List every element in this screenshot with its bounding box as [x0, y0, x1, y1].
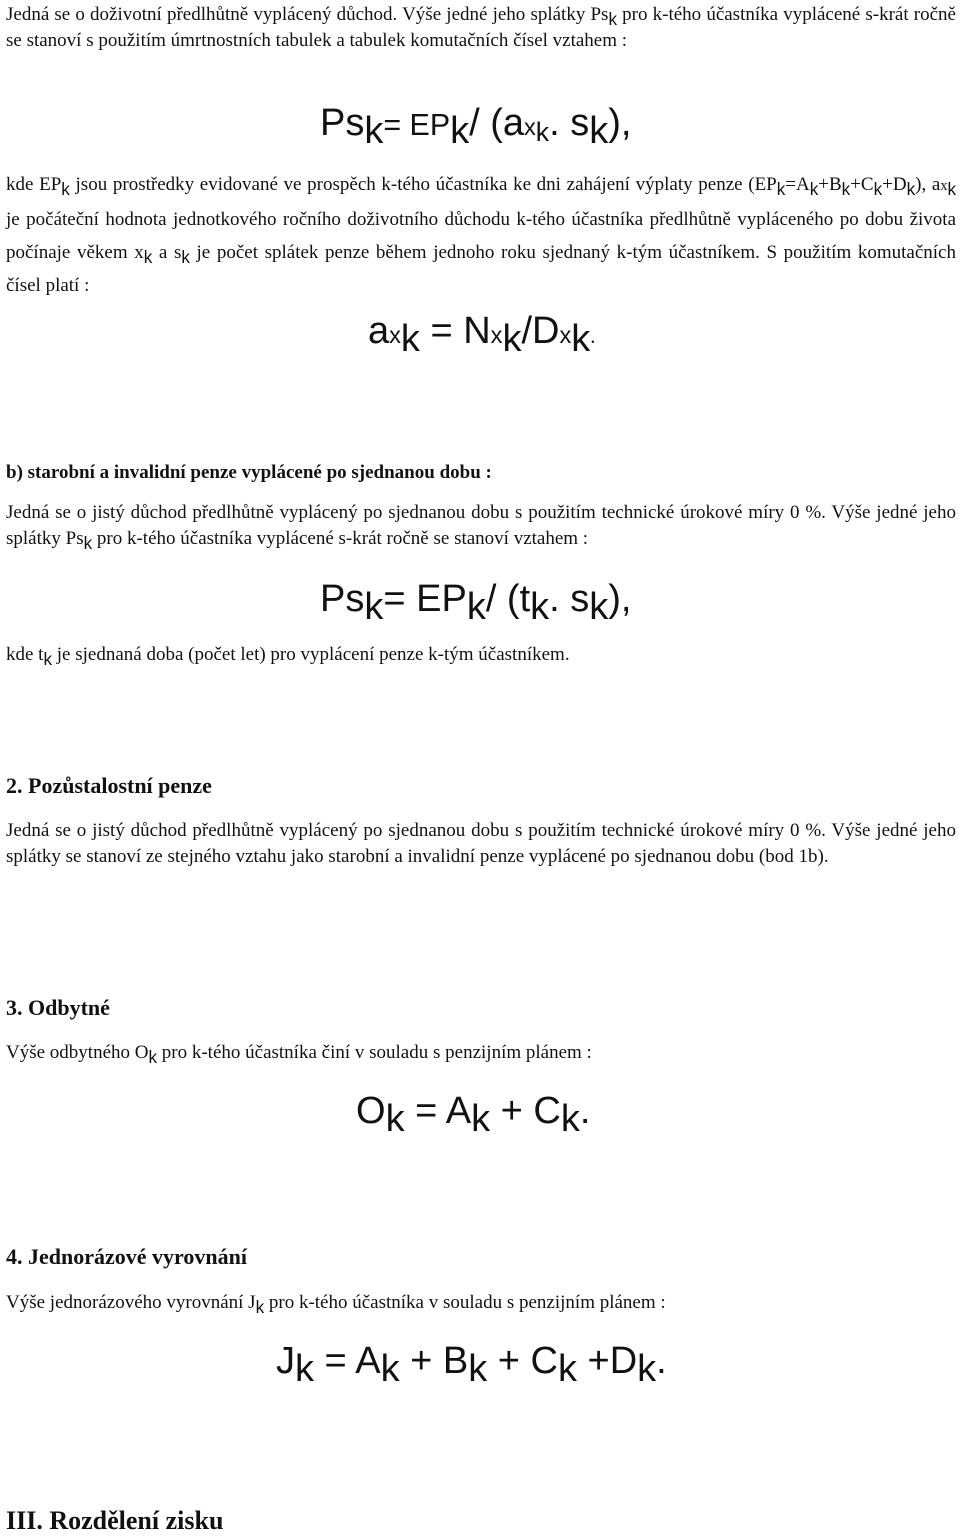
text: a s: [152, 242, 182, 263]
section-heading-iii: III. Rozdělení zisku: [6, 1506, 224, 1535]
formula-term: . s: [549, 578, 590, 620]
formula-term: / (t: [485, 578, 531, 620]
text: +D: [882, 174, 907, 195]
section-4-paragraph: [6, 1290, 956, 1316]
formula-term: = A: [314, 1340, 381, 1382]
subscript: k: [530, 586, 550, 629]
subscript: k: [906, 180, 916, 200]
subscript: k: [535, 116, 550, 147]
formula-term: = N: [419, 310, 491, 352]
formula-term: x: [524, 114, 536, 140]
formula-term: = EP: [383, 108, 451, 142]
subscript: k: [589, 110, 609, 153]
formula-ps-term: [320, 576, 632, 629]
formula-term: ),: [608, 578, 632, 620]
text: =A: [785, 174, 810, 195]
formula-term: Ps: [320, 102, 365, 144]
subscript: k: [471, 1098, 491, 1141]
subscript: k: [380, 1348, 400, 1391]
subscript: k: [181, 248, 190, 268]
intro-paragraph: [6, 2, 956, 54]
subscript: k: [148, 1048, 158, 1068]
subscript: k: [571, 318, 591, 361]
formula-term: x: [490, 322, 503, 348]
text: ), a: [915, 174, 941, 195]
section-heading-4: 4. Jednorázové vyrovnání: [6, 1244, 247, 1269]
section-heading-3: 3. Odbytné: [6, 995, 110, 1020]
section-3-paragraph: [6, 1040, 956, 1066]
formula-ps-annuity: [320, 100, 632, 153]
text: +B: [818, 174, 842, 195]
text: Jedná se o jistý důchod předlhůtně vyplácený po sjednanou dobu s použitím technické úrokové míry 0 %. Výše jedné jeho splátky Ps: [6, 502, 956, 549]
text: pro k-tého účastníka vyplácené s-krát ročně se stanoví vztahem :: [92, 528, 589, 549]
formula-term: / (a: [469, 102, 524, 144]
formula-term: = EP: [383, 578, 467, 620]
formula-term: .: [656, 1340, 667, 1382]
formula-term: = A: [404, 1090, 472, 1132]
formula-term: O: [356, 1090, 386, 1132]
subscript: k: [560, 1098, 580, 1141]
subscript: k: [589, 586, 609, 629]
formula-jednorazove: [276, 1338, 667, 1391]
definition-term-paragraph: [6, 642, 956, 668]
text: x: [940, 178, 948, 194]
subscript: k: [841, 180, 851, 200]
section-heading-b: b) starobní a invalidní penze vyplácené po sjednanou dobu :: [6, 462, 492, 483]
text: Výše jednorázového vyrovnání J: [6, 1292, 256, 1313]
formula-term: x: [389, 322, 401, 348]
formula-term: + C: [490, 1090, 561, 1132]
text: kde EP: [6, 174, 62, 195]
subscript: k: [364, 586, 384, 629]
subscript: k: [255, 1298, 265, 1318]
text: je počet splátek penze během jednoho roku sjednaný k-tým účastníkem. S použitím komutačních čísel platí :: [6, 242, 956, 296]
text: +C: [850, 174, 874, 195]
text: kde t: [6, 644, 44, 665]
subscript: k: [502, 318, 522, 361]
formula-term: /D: [521, 310, 560, 352]
formula-term: .: [590, 324, 596, 348]
text: pro k-tého účastníka činí v souladu s penzijním plánem :: [157, 1042, 592, 1063]
subscript: k: [468, 1348, 488, 1391]
formula-odbytne: [356, 1088, 591, 1141]
formula-term: . s: [549, 102, 590, 144]
intro-text-end: pro k-tého účastníka vyplácené s-krát ročně se stanoví s použitím úmrtnostních tabulek a tabulek komutačních čísel vztahem :: [6, 4, 956, 51]
subscript: k: [450, 110, 470, 153]
text: jsou prostředky evidované ve prospěch k-tého účastníka ke dni zahájení výplaty penze (EP: [69, 174, 777, 195]
subscript: k: [43, 650, 53, 670]
formula-annuity-commutation: [368, 308, 595, 359]
formula-term: .: [579, 1090, 591, 1132]
formula-term: + B: [399, 1340, 469, 1382]
definition-paragraph: [6, 168, 956, 302]
formula-term: Ps: [320, 578, 365, 620]
subscript: k: [385, 1098, 405, 1141]
subscript: k: [61, 180, 70, 200]
subscript: k: [873, 180, 883, 200]
intro-text: Jedná se o doživotní předlhůtně vyplácený důchod. Výše jedné jeho splátky Ps: [6, 4, 609, 25]
subscript: k: [776, 180, 786, 200]
subscript: k: [608, 10, 617, 30]
text: je počáteční hodnota jednotkového ročního doživotního důchodu k-tého účastníka předlhůtně vypláceného po dobu života počínaje věkem x: [6, 209, 956, 263]
formula-term: + C: [487, 1340, 558, 1382]
formula-term: ),: [608, 102, 632, 144]
subscript: k: [83, 534, 93, 554]
subscript: k: [947, 180, 956, 200]
formula-term: J: [276, 1340, 295, 1382]
subscript: k: [466, 586, 486, 629]
subscript: k: [143, 248, 153, 268]
section-2-paragraph: Jedná se o jistý důchod předlhůtně vyplácený po sjednanou dobu s použitím technické úrokové míry 0 %. Výše jedné jeho splátky se stanoví ze stejného vztahu jako starobní a invalidní penze vyplácené po sjednanou dobu (bod 1b).: [6, 820, 956, 867]
subscript: k: [557, 1348, 577, 1391]
formula-term: x: [559, 322, 572, 348]
subscript: k: [637, 1348, 657, 1391]
formula-term: +D: [576, 1340, 638, 1382]
formula-term: a: [368, 310, 390, 352]
section-b-paragraph: [6, 500, 956, 552]
subscript: k: [400, 318, 420, 361]
subscript: k: [809, 180, 819, 200]
section-heading-2: 2. Pozůstalostní penze: [6, 773, 212, 798]
text: je sjednaná doba (počet let) pro vyplácení penze k-tým účastníkem.: [52, 644, 570, 665]
text: Výše odbytného O: [6, 1042, 149, 1063]
subscript: k: [295, 1348, 314, 1391]
text: pro k-tého účastníka v souladu s penzijním plánem :: [264, 1292, 666, 1313]
subscript: k: [364, 110, 384, 153]
